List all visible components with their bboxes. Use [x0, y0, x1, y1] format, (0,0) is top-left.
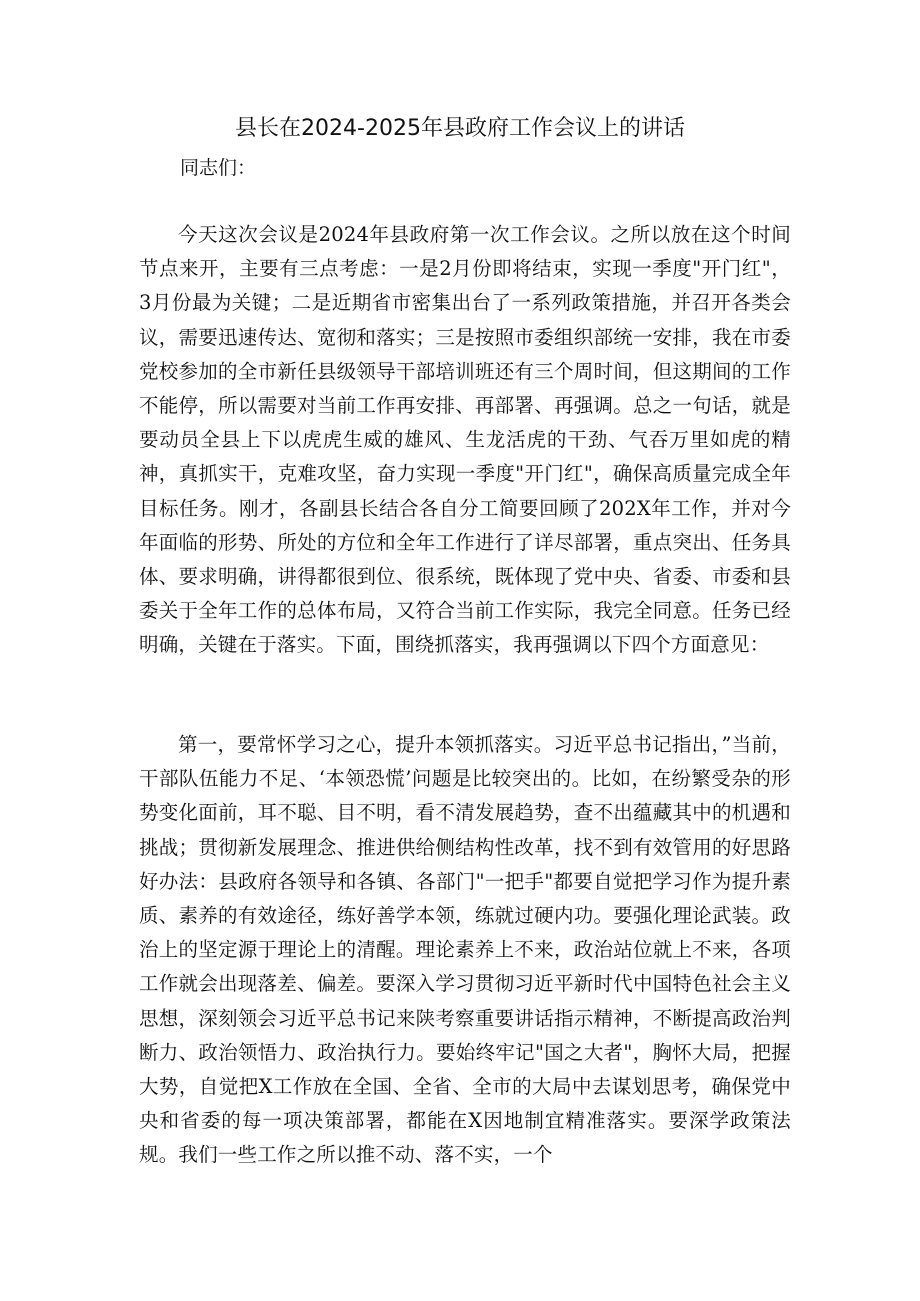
paragraph-1: 今天这次会议是2024年县政府第一次工作会议。之所以放在这个时间节点来开，主要有三点考虑：一是2月份即将结束，实现一季度"开门红"，3月份最为关键；二是近期省市密集出台了一系列政策措施，并召开各类会议，需要迅速传达、宽彻和落实；三是按照市委组织部统一安排，我在市委党校参加的全市新任县级领导干部培训班还有三个周时间，但这期间的工作不能停，所以需要对当前工作再安排、再部署、再强调。总之一句话，就是要动员全县上下以虎虎生威的雄风、生龙活虎的干劲、气吞万里如虎的精神，真抓实干，克难攻坚，奋力实现一季度"开门红"，确保高质量完成全年目标任务。刚才，各副县长结合各自分工简要回顾了202X年工作，并对今年面临的形势、所处的方位和全年工作进行了详尽部署，重点突出、任务具体、要求明确，讲得都很到位、很系统，既体现了党中央、省委、市委和县委关于全年工作的总体布局，又符合当前工作实际，我完全同意。任务已经明确，关键在于落实。下面，围绕抓落实，我再强调以下四个方面意见：	[139, 223, 791, 657]
paragraph-2: 第一，要常怀学习之心，提升本领抓落实。习近平总书记指出，”当前，干部队伍能力不足、‘本领恐慌’问题是比较突出的。比如，在纷繁受杂的形势变化面前，耳不聪、目不明，看不清发展趋势，查不出蕴藏其中的机遇和挑战；贯彻新发展理念、推进供给侧结构性改革，找不到有效管用的好思路好办法：县政府各领导和各镇、各部门"一把手"都要自觉把学习作为提升素质、素养的有效途径，练好善学本领，练就过硬内功。要强化理论武装。政治上的坚定源于理论上的清醒。理论素养上不来，政治站位就上不来，各项工作就会出现落差、偏差。要深入学习贯彻习近平新时代中国特色社会主义思想，深刻领会习近平总书记来陕考察重要讲话指示精神，不断提高政治判断力、政治领悟力、政治执行力。要始终牢记"国之大者"，胸怀大局，把握大势，自觉把X工作放在全国、全省、全市的大局中去谋划思考，确保党中央和省委的每一项决策部署，都能在X因地制宜精准落实。要深学政策法规。我们一些工作之所以推不动、落不实，一个	[139, 733, 791, 1167]
salutation: 同志们：	[180, 157, 257, 179]
document-title: 县长在2024-2025年县政府工作会议上的讲话	[235, 116, 685, 141]
